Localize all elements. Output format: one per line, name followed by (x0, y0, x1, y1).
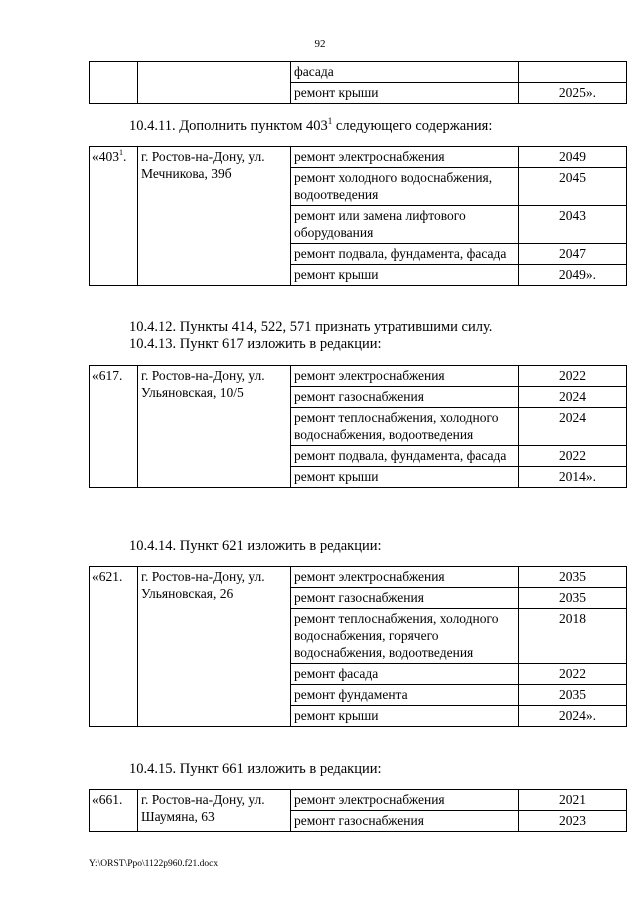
work-cell: фасада (291, 62, 519, 83)
year-cell: 2047 (519, 244, 627, 265)
item-number-cell: «617. (90, 366, 138, 488)
year-cell: 2021 (519, 790, 627, 811)
year-cell: 2025». (519, 83, 627, 104)
work-cell: ремонт электроснабжения (291, 366, 519, 387)
table-item-403-1 (89, 146, 627, 286)
item-number-cell: «621. (90, 567, 138, 727)
work-cell: ремонт или замена лифтового оборудования (291, 206, 519, 244)
work-cell: ремонт подвала, фундамента, фасада (291, 244, 519, 265)
paragraph-10-4-12: 10.4.12. Пункты 414, 522, 571 признать утратившими силу. (129, 319, 493, 335)
paragraph-10-4-11: 10.4.11. Дополнить пунктом $403^1$ следующего содержания: (129, 116, 493, 134)
table-item-621 (89, 566, 627, 727)
work-cell: ремонт крыши (291, 265, 519, 286)
address-cell: г. Ростов-на-Дону, ул. Шаумяна, 63 (138, 790, 291, 832)
year-cell (519, 62, 627, 83)
item-number-cell (90, 62, 138, 104)
work-cell: ремонт подвала, фундамента, фасада (291, 446, 519, 467)
continued-table (89, 61, 627, 104)
year-cell: 2024 (519, 387, 627, 408)
work-cell: ремонт электроснабжения (291, 567, 519, 588)
year-cell: 2014». (519, 467, 627, 488)
work-cell: ремонт холодного водоснабжения, водоотведения (291, 168, 519, 206)
address-cell (138, 62, 291, 104)
year-cell: 2022 (519, 446, 627, 467)
work-cell: ремонт фундамента (291, 685, 519, 706)
year-cell: 2022 (519, 366, 627, 387)
paragraph-10-4-15: 10.4.15. Пункт 661 изложить в редакции: (129, 761, 382, 777)
work-cell: ремонт крыши (291, 706, 519, 727)
work-cell: ремонт крыши (291, 467, 519, 488)
work-cell: ремонт теплоснабжения, холодного водоснабжения, горячего водоснабжения, водоотведения (291, 609, 519, 664)
year-cell: 2022 (519, 664, 627, 685)
page-number: 92 (314, 38, 326, 50)
table-row (90, 147, 627, 168)
table-row (90, 790, 627, 811)
year-cell: 2035 (519, 588, 627, 609)
year-cell: 2024 (519, 408, 627, 446)
work-cell: ремонт фасада (291, 664, 519, 685)
table-row (90, 567, 627, 588)
table-row (90, 366, 627, 387)
address-cell: г. Ростов-на-Дону, ул. Ульяновская, 10/5 (138, 366, 291, 488)
year-cell: 2045 (519, 168, 627, 206)
year-cell: 2035 (519, 567, 627, 588)
year-cell: 2049 (519, 147, 627, 168)
address-cell: г. Ростов-на-Дону, ул. Мечникова, 39б (138, 147, 291, 286)
work-cell: ремонт электроснабжения (291, 147, 519, 168)
table-item-661 (89, 789, 627, 832)
paragraph-10-4-14: 10.4.14. Пункт 621 изложить в редакции: (129, 538, 382, 554)
address-cell: г. Ростов-на-Дону, ул. Ульяновская, 26 (138, 567, 291, 727)
table-item-617 (89, 365, 627, 488)
file-path-footer: Y:\ORST\Ppo\1122p960.f21.docx (89, 859, 219, 869)
paragraph-10-4-13: 10.4.13. Пункт 617 изложить в редакции: (129, 336, 382, 352)
table-row (90, 62, 627, 83)
work-cell: ремонт крыши (291, 83, 519, 104)
work-cell: ремонт теплоснабжения, холодного водоснабжения, водоотведения (291, 408, 519, 446)
year-cell: 2018 (519, 609, 627, 664)
year-cell: 2023 (519, 811, 627, 832)
work-cell: ремонт газоснабжения (291, 588, 519, 609)
work-cell: ремонт газоснабжения (291, 811, 519, 832)
work-cell: ремонт газоснабжения (291, 387, 519, 408)
year-cell: 2024». (519, 706, 627, 727)
year-cell: 2043 (519, 206, 627, 244)
item-number-cell: «661. (90, 790, 138, 832)
item-number-cell: «$403^1$. (90, 147, 138, 286)
year-cell: 2035 (519, 685, 627, 706)
work-cell: ремонт электроснабжения (291, 790, 519, 811)
year-cell: 2049». (519, 265, 627, 286)
